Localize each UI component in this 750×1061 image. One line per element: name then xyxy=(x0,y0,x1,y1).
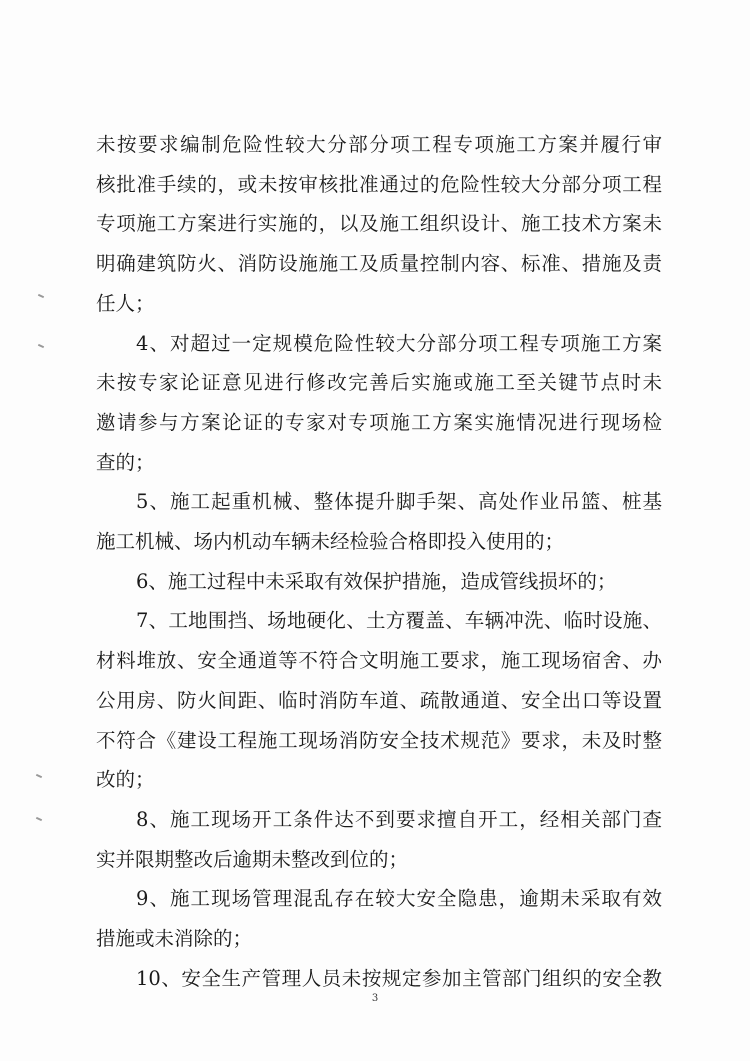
text-line: 明确建筑防火、消防设施施工及质量控制内容、标准、措施及责 xyxy=(96,252,662,276)
text-line: 8、施工现场开工条件达不到要求擅自开工，经相关部门查 xyxy=(136,807,662,831)
scan-mark xyxy=(36,817,42,821)
text-line: 5、施工起重机械、整体提升脚手架、高处作业吊篮、桩基 xyxy=(136,490,662,514)
text-line: 10、安全生产管理人员未按规定参加主管部门组织的安全教 xyxy=(136,966,662,990)
text-line: 改的； xyxy=(96,768,155,792)
text-line: 材料堆放、安全通道等不符合文明施工要求，施工现场宿舍、办 xyxy=(96,649,662,673)
text-line: 任人； xyxy=(96,291,155,315)
text-line: 9、施工现场管理混乱存在较大安全隐患，逾期未采取有效 xyxy=(136,887,662,911)
scan-mark xyxy=(38,294,44,298)
text-line: 6、施工过程中未采取有效保护措施，造成管线损坏的； xyxy=(136,569,617,593)
text-line: 邀请参与方案论证的专家对专项施工方案实施情况进行现场检 xyxy=(96,410,662,434)
page-number: 3 xyxy=(371,993,379,1004)
text-line: 未按专家论证意见进行修改完善后实施或施工至关键节点时未 xyxy=(96,371,662,395)
text-line: 未按要求编制危险性较大分部分项工程专项施工方案并履行审 xyxy=(96,133,662,156)
scan-mark xyxy=(36,774,42,778)
scan-mark xyxy=(38,344,44,348)
text-line: 措施或未消除的； xyxy=(96,927,253,950)
text-line: 7、工地围挡、场地硬化、土方覆盖、车辆冲洗、临时设施、 xyxy=(136,609,662,633)
text-line: 4、对超过一定规模危险性较大分部分项工程专项施工方案 xyxy=(136,331,662,355)
text-line: 核批准手续的，或未按审核批准通过的危险性较大分部分项工程 xyxy=(96,172,662,196)
text-line: 实并限期整改后逾期未整改到位的； xyxy=(96,847,409,871)
text-line: 查的； xyxy=(96,450,155,474)
text-line: 施工机械、场内机动车辆未经检验合格即投入使用的； xyxy=(96,530,565,553)
text-line: 不符合《建设工程施工现场消防安全技术规范》要求，未及时整 xyxy=(96,728,662,752)
text-line: 公用房、防火间距、临时消防车道、疏散通道、安全出口等设置 xyxy=(96,688,662,712)
text-line: 专项施工方案进行实施的，以及施工组织设计、施工技术方案未 xyxy=(96,212,662,236)
